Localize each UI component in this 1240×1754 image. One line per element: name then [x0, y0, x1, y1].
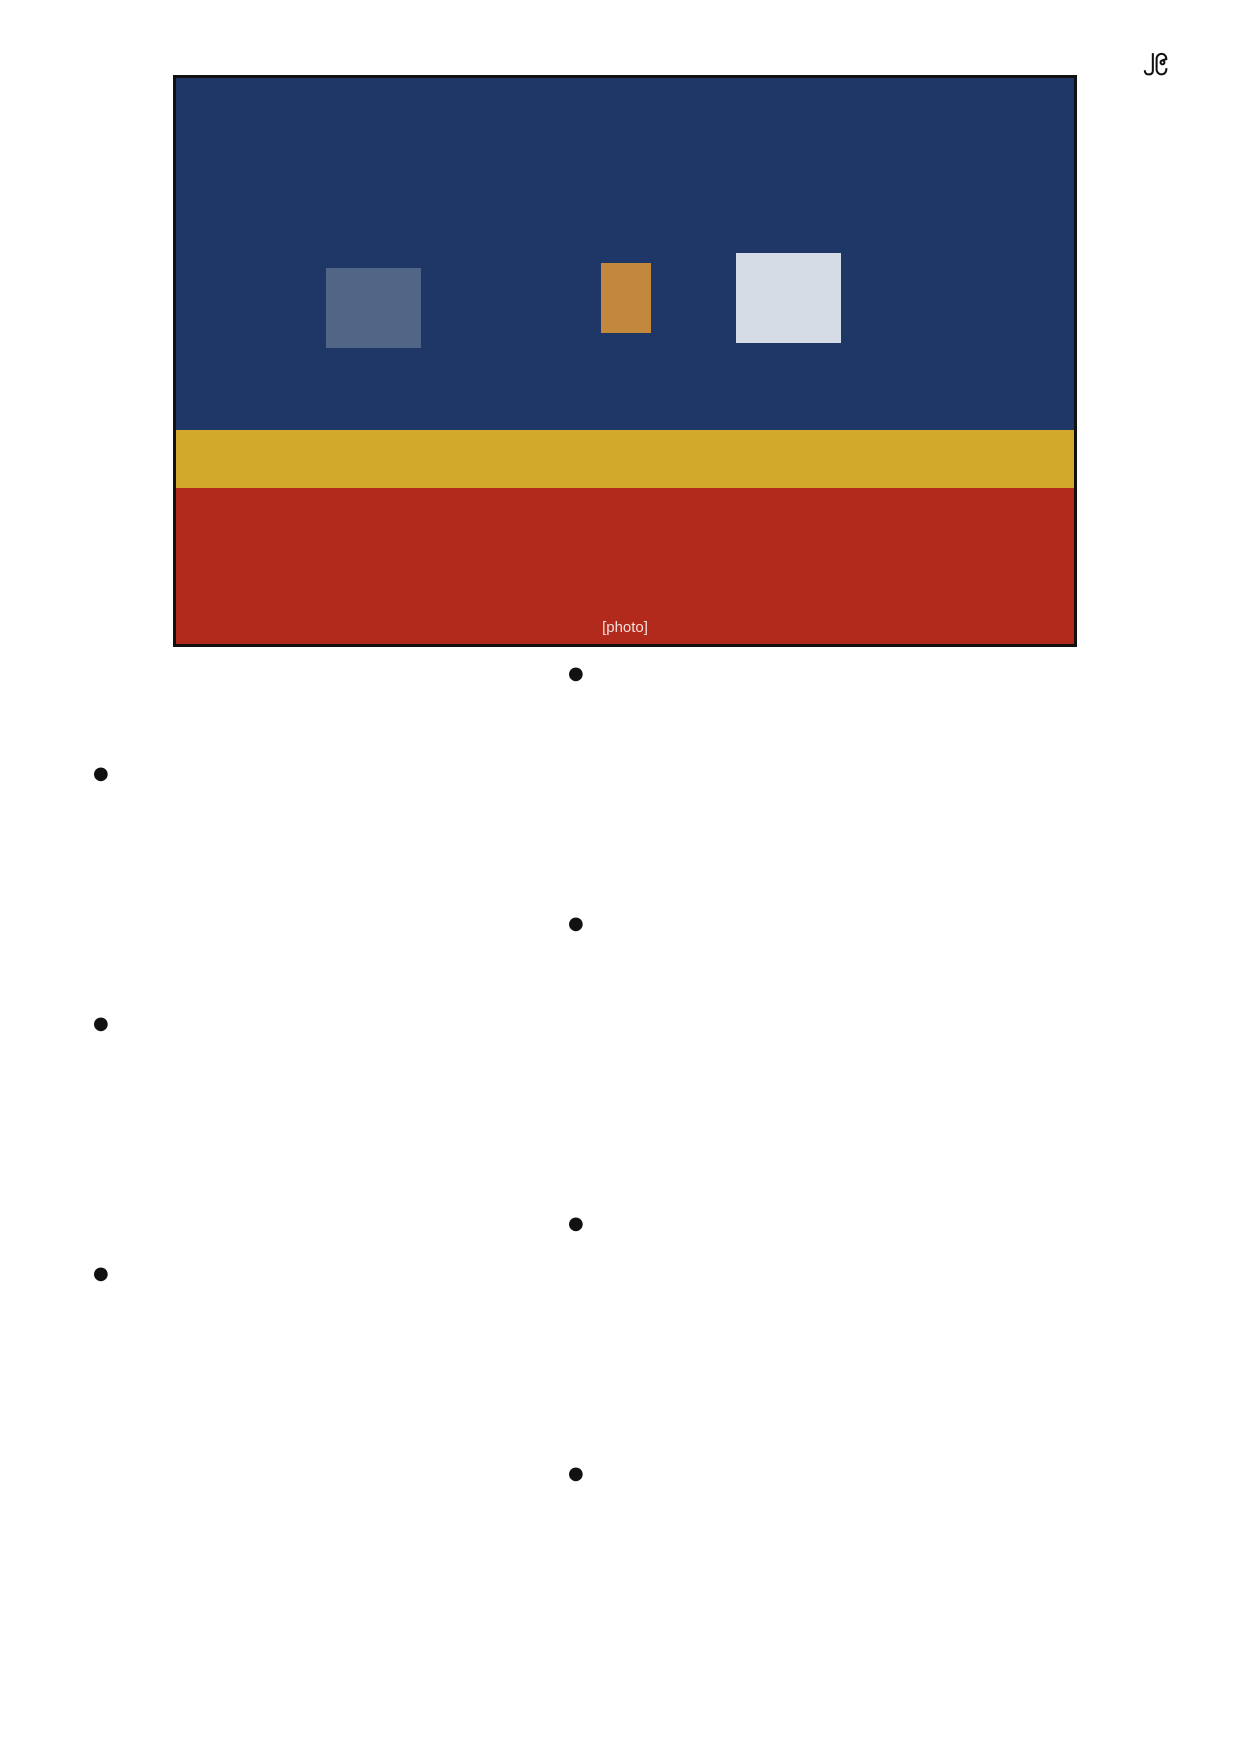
page-number: ၂၉: [1142, 42, 1168, 70]
text-line: [664, 1465, 1077, 1515]
text-line: [664, 1165, 1077, 1215]
text-line: [195, 1515, 608, 1565]
text-line: [664, 965, 1077, 1015]
text-line: [195, 765, 608, 815]
text-line: [195, 1315, 608, 1365]
text-line: [664, 865, 1077, 915]
text-line: [195, 1365, 608, 1415]
photo-placeholder-label: [photo]: [602, 619, 648, 636]
bullet-item: [642, 915, 1077, 1215]
text-line: [195, 1215, 608, 1265]
bullet-item: [642, 1465, 1077, 1615]
award-ceremony-photo: [173, 75, 1077, 647]
photo-backdrop: [176, 78, 1074, 644]
text-line: [195, 1265, 608, 1315]
text-line: [664, 815, 1077, 865]
text-line: [664, 1265, 1077, 1315]
text-line: [195, 915, 608, 965]
text-line: [173, 665, 608, 715]
bullet-item: [173, 1015, 608, 1265]
text-line: [664, 1015, 1077, 1065]
text-line: [195, 1415, 608, 1465]
text-line: [664, 1215, 1077, 1265]
bullet-item: [642, 665, 1077, 915]
text-line: [195, 1115, 608, 1165]
text-line: [195, 1165, 608, 1215]
text-line: [664, 1115, 1077, 1165]
text-line: [195, 1465, 608, 1515]
bullet-item: [642, 1215, 1077, 1465]
left-column: [173, 665, 608, 1565]
text-line: [664, 715, 1077, 765]
text-line: [664, 665, 1077, 715]
text-line: [195, 1015, 608, 1065]
text-line: [195, 965, 608, 1015]
text-line: [664, 1365, 1077, 1415]
text-line: [664, 1415, 1077, 1465]
text-line: [195, 865, 608, 915]
text-line: [664, 1315, 1077, 1365]
right-column: [642, 665, 1077, 1615]
text-line: [664, 1065, 1077, 1115]
text-block: [173, 665, 608, 765]
text-line: [664, 915, 1077, 965]
text-line: [664, 1565, 1077, 1615]
bullet-item: [173, 765, 608, 1015]
text-line: [664, 1515, 1077, 1565]
bullet-item: [173, 1265, 608, 1565]
text-line: [195, 1065, 608, 1115]
text-line: [195, 815, 608, 865]
text-line: [664, 765, 1077, 815]
text-line: [173, 715, 608, 765]
